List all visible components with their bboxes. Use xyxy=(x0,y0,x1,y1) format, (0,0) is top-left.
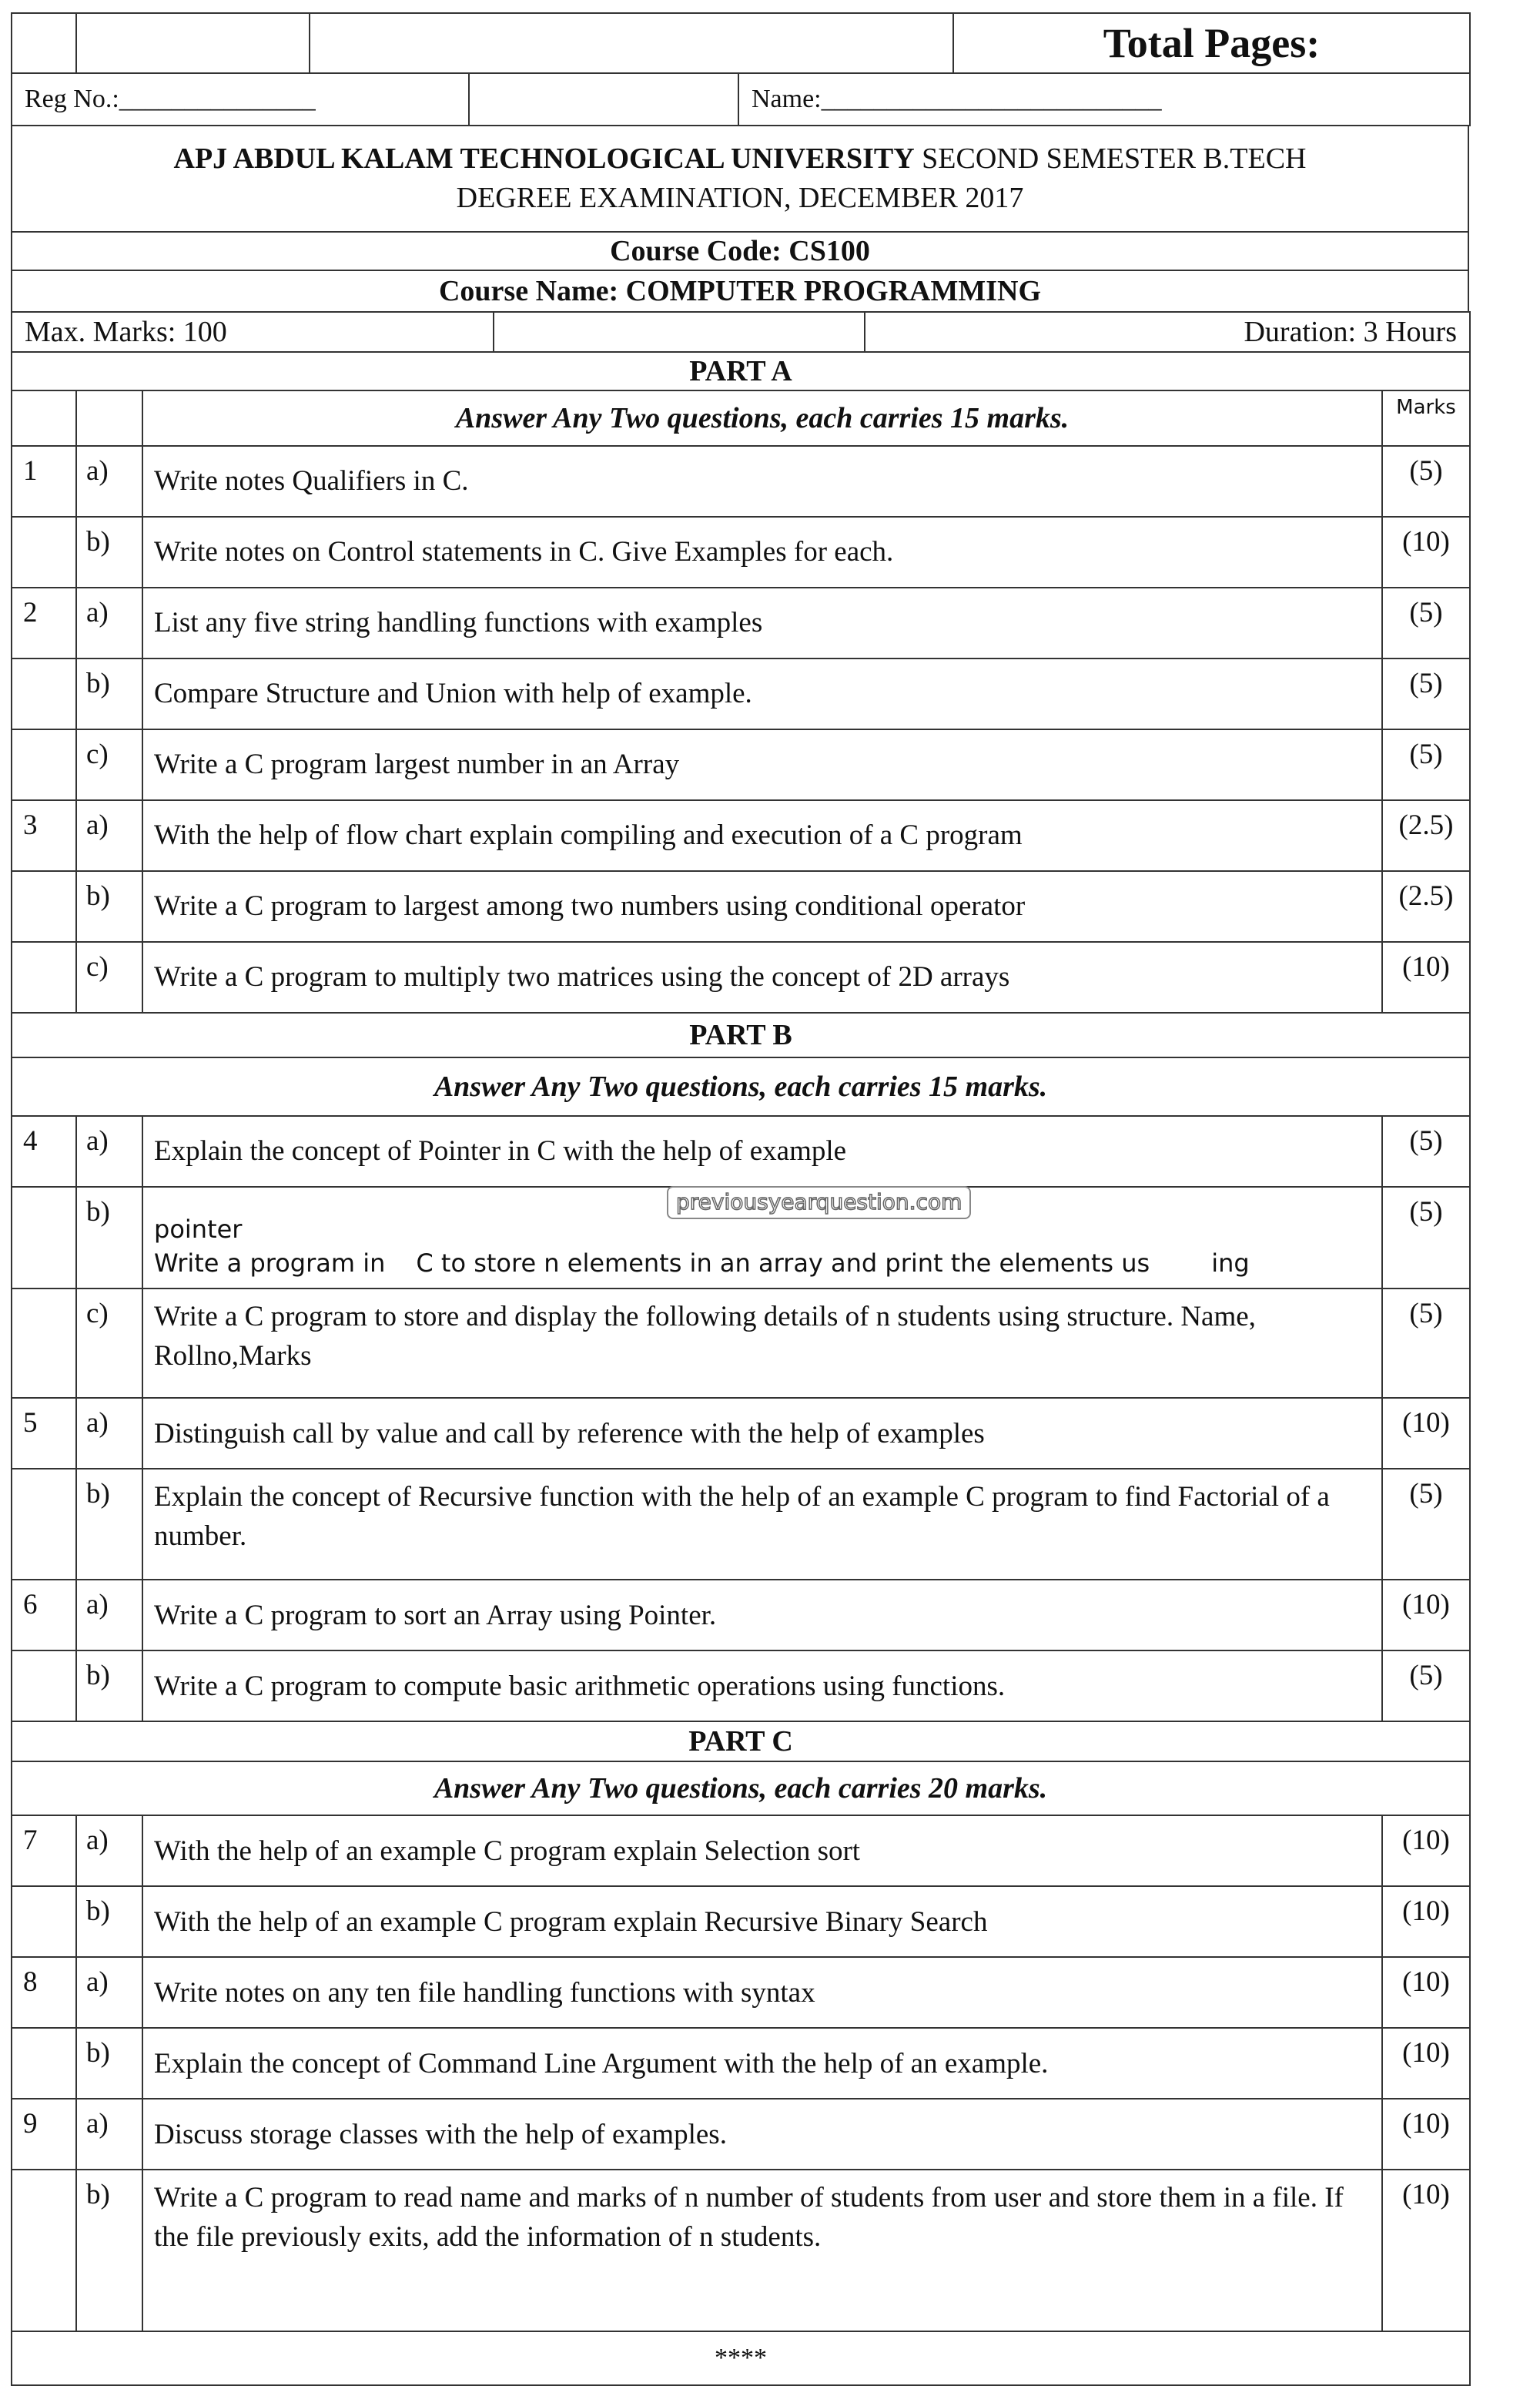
question-text-block xyxy=(142,1187,1382,1289)
question-text: Write notes on any ten file handling functions with syntax xyxy=(142,1957,1382,2028)
part-c-title: PART C xyxy=(12,1721,1470,1761)
question-part: a) xyxy=(76,1957,142,2028)
blank-cell xyxy=(494,312,865,352)
reg-no-field: Reg No.:_______________ xyxy=(12,73,469,126)
blank-cell xyxy=(12,1650,76,1721)
max-marks: Max. Marks: 100 xyxy=(12,312,494,352)
question-marks: (10) xyxy=(1382,2170,1470,2331)
question-fragment: C to store n elements in an array and print the elements us xyxy=(416,1248,1150,1278)
table-row xyxy=(12,800,1470,871)
question-number xyxy=(12,1886,76,1957)
university-table xyxy=(11,125,1469,233)
table-row xyxy=(12,446,1470,517)
question-text: Explain the concept of Recursive function with the help of an example C program to find Factorial of a number. xyxy=(142,1469,1382,1580)
question-marks: (5) xyxy=(1382,446,1470,517)
question-number: 4 xyxy=(12,1116,76,1187)
question-text: Write a C program largest number in an Array xyxy=(142,729,1382,800)
header-top-table xyxy=(11,12,1471,74)
table-row xyxy=(12,1580,1470,1650)
question-marks: (2.5) xyxy=(1382,871,1470,942)
blank-cell xyxy=(76,13,310,73)
question-fragment: ing xyxy=(1211,1248,1250,1278)
question-marks: (5) xyxy=(1382,1469,1470,1580)
question-text: Write a C program to read name and marks of n number of students from user and store them in a file. If the file previously exits, add the information of n students. xyxy=(142,2170,1382,2331)
table-row xyxy=(12,871,1470,942)
question-marks: (10) xyxy=(1382,1398,1470,1469)
question-number: 3 xyxy=(12,800,76,871)
question-number: 8 xyxy=(12,1957,76,2028)
question-text: Write notes on Control statements in C. Give Examples for each. xyxy=(142,517,1382,588)
question-number xyxy=(12,871,76,942)
question-number: 2 xyxy=(12,588,76,658)
exam-line1: SECOND SEMESTER B.TECH xyxy=(922,142,1307,175)
question-part: a) xyxy=(76,588,142,658)
question-marks: (10) xyxy=(1382,1886,1470,1957)
table-row xyxy=(12,1289,1470,1398)
duration: Duration: 3 Hours xyxy=(865,312,1470,352)
question-part: a) xyxy=(76,446,142,517)
total-pages: Total Pages: xyxy=(953,13,1470,73)
question-number xyxy=(12,729,76,800)
question-marks: (10) xyxy=(1382,2099,1470,2170)
question-text: With the help of flow chart explain compiling and execution of a C program xyxy=(142,800,1382,871)
question-text: With the help of an example C program explain Recursive Binary Search xyxy=(142,1886,1382,1957)
question-part: b) xyxy=(76,1650,142,1721)
table-row xyxy=(12,1957,1470,2028)
question-text: Write a C program to largest among two numbers using conditional operator xyxy=(142,871,1382,942)
question-part: b) xyxy=(76,2028,142,2099)
blank-cell xyxy=(12,13,76,73)
table-row xyxy=(12,658,1470,729)
question-part: b) xyxy=(76,1469,142,1580)
table-row xyxy=(12,942,1470,1013)
part-c-instruction: Answer Any Two questions, each carries 20 marks. xyxy=(12,1761,1470,1815)
question-part: b) xyxy=(76,1886,142,1957)
course-code: Course Code: CS100 xyxy=(12,232,1468,270)
blank-cell xyxy=(12,1289,76,1398)
part-c-rows xyxy=(12,1815,1470,2170)
question-line: pointer xyxy=(154,1215,243,1244)
question-text: With the help of an example C program explain Selection sort xyxy=(142,1815,1382,1886)
table-row xyxy=(12,588,1470,658)
blank-cell xyxy=(76,390,142,446)
question-line xyxy=(154,1246,1371,1280)
table-row xyxy=(12,2170,1470,2331)
question-part: c) xyxy=(76,1289,142,1398)
question-part: b) xyxy=(76,658,142,729)
question-marks: (5) xyxy=(1382,658,1470,729)
table-row xyxy=(12,729,1470,800)
questions-table xyxy=(11,351,1471,2386)
question-marks: (10) xyxy=(1382,1815,1470,1886)
part-a-instruction: Answer Any Two questions, each carries 15 marks. xyxy=(142,390,1382,446)
blank-cell xyxy=(12,390,76,446)
question-part: a) xyxy=(76,1398,142,1469)
question-part: b) xyxy=(76,517,142,588)
question-text: List any five string handling functions with examples xyxy=(142,588,1382,658)
table-row xyxy=(12,2099,1470,2170)
question-part: b) xyxy=(76,2170,142,2331)
table-row xyxy=(12,1469,1470,1580)
question-text: Compare Structure and Union with help of example. xyxy=(142,658,1382,729)
table-row xyxy=(12,1886,1470,1957)
question-number: 1 xyxy=(12,446,76,517)
part-a-rows xyxy=(12,446,1470,1013)
question-number xyxy=(12,658,76,729)
marks-header: Marks xyxy=(1382,390,1470,446)
question-part: a) xyxy=(76,1116,142,1187)
university-heading xyxy=(12,126,1468,232)
question-marks: (5) xyxy=(1382,1187,1470,1289)
part-b-title: PART B xyxy=(12,1013,1470,1057)
blank-cell xyxy=(12,1187,76,1289)
question-marks: (5) xyxy=(1382,1650,1470,1721)
table-row xyxy=(12,1187,1470,1289)
watermark-logo: previousyearquestion.com xyxy=(667,1186,971,1219)
meta-table xyxy=(11,311,1471,353)
question-text: Write notes Qualifiers in C. xyxy=(142,446,1382,517)
question-marks: (10) xyxy=(1382,1957,1470,2028)
question-number: 5 xyxy=(12,1398,76,1469)
question-part: a) xyxy=(76,1580,142,1650)
header-reg-table xyxy=(11,72,1471,126)
table-row xyxy=(12,1116,1470,1187)
question-text: Distinguish call by value and call by reference with the help of examples xyxy=(142,1398,1382,1469)
course-table xyxy=(11,231,1469,313)
question-text: Write a C program to compute basic arithmetic operations using functions. xyxy=(142,1650,1382,1721)
question-text: Write a C program to multiply two matrices using the concept of 2D arrays xyxy=(142,942,1382,1013)
question-marks: (10) xyxy=(1382,1580,1470,1650)
question-part: a) xyxy=(76,1815,142,1886)
end-marker: **** xyxy=(12,2331,1470,2385)
question-paper xyxy=(11,12,1469,2386)
table-row xyxy=(12,1398,1470,1469)
question-text: Explain the concept of Command Line Argument with the help of an example. xyxy=(142,2028,1382,2099)
table-row xyxy=(12,2028,1470,2099)
blank-cell xyxy=(469,73,738,126)
question-number xyxy=(12,517,76,588)
part-b-instruction: Answer Any Two questions, each carries 15 marks. xyxy=(12,1057,1470,1116)
blank-cell xyxy=(12,1469,76,1580)
university-name: APJ ABDUL KALAM TECHNOLOGICAL UNIVERSITY xyxy=(173,142,915,175)
question-part: b) xyxy=(76,1187,142,1289)
table-row xyxy=(12,1815,1470,1886)
question-part: c) xyxy=(76,729,142,800)
table-row xyxy=(12,1650,1470,1721)
question-text: Write a C program to sort an Array using Pointer. xyxy=(142,1580,1382,1650)
question-marks: (5) xyxy=(1382,1289,1470,1398)
table-row xyxy=(12,517,1470,588)
blank-cell xyxy=(310,13,953,73)
name-field: Name:__________________________ xyxy=(738,73,1470,126)
exam-line2: DEGREE EXAMINATION, DECEMBER 2017 xyxy=(456,182,1024,214)
part-a-title: PART A xyxy=(12,352,1470,390)
question-text: Discuss storage classes with the help of examples. xyxy=(142,2099,1382,2170)
question-text: Write a C program to store and display the following details of n students using structure. Name, Rollno,Marks xyxy=(142,1289,1382,1398)
question-part: a) xyxy=(76,800,142,871)
question-marks: (2.5) xyxy=(1382,800,1470,871)
question-number: 7 xyxy=(12,1815,76,1886)
question-marks: (10) xyxy=(1382,942,1470,1013)
question-part: b) xyxy=(76,871,142,942)
question-number: 9 xyxy=(12,2099,76,2170)
blank-cell xyxy=(12,2170,76,2331)
course-name: Course Name: COMPUTER PROGRAMMING xyxy=(12,270,1468,312)
question-marks: (5) xyxy=(1382,1116,1470,1187)
question-marks: (5) xyxy=(1382,588,1470,658)
question-number: 6 xyxy=(12,1580,76,1650)
question-number xyxy=(12,942,76,1013)
question-fragment: Write a program in xyxy=(154,1248,386,1278)
question-marks: (5) xyxy=(1382,729,1470,800)
question-number xyxy=(12,2028,76,2099)
question-marks: (10) xyxy=(1382,2028,1470,2099)
question-text: Explain the concept of Pointer in C with the help of example xyxy=(142,1116,1382,1187)
question-part: a) xyxy=(76,2099,142,2170)
question-part: c) xyxy=(76,942,142,1013)
question-marks: (10) xyxy=(1382,517,1470,588)
